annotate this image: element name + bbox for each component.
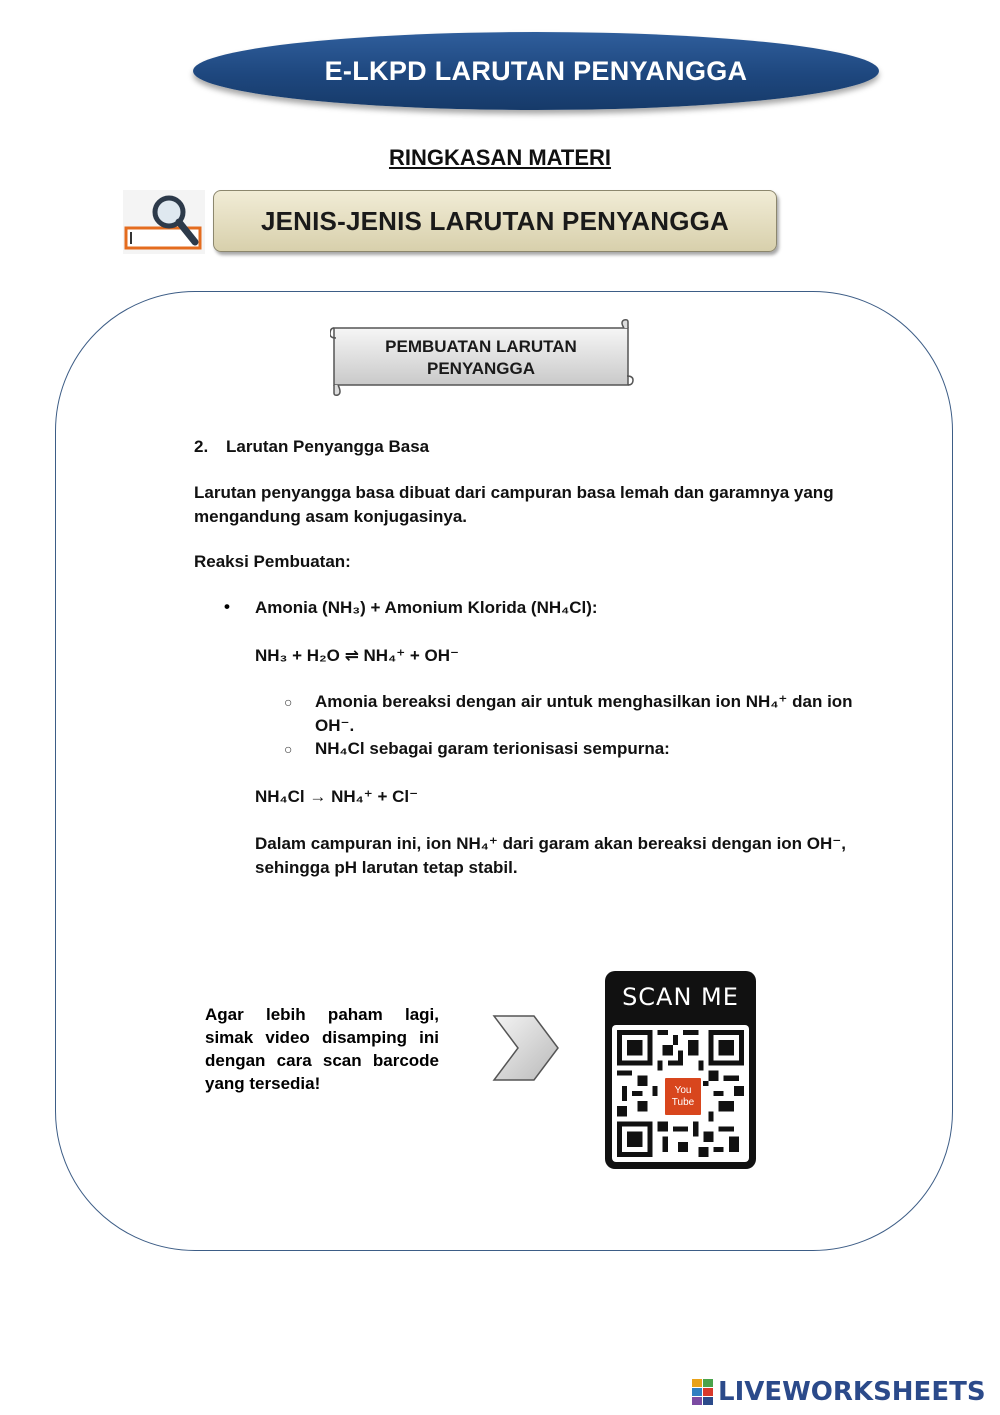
magnifier-icon: [123, 190, 205, 254]
topic-title-box: [213, 190, 777, 252]
banner-title: E-LKPD LARUTAN PENYANGGA: [324, 55, 748, 86]
scroll-label-line1: PEMBUATAN LARUTAN: [385, 337, 577, 356]
circle-bullet-icon: ○: [284, 741, 293, 757]
bullet-dot-icon: •: [224, 597, 230, 616]
youtube-icon[interactable]: [663, 1076, 703, 1117]
sub-point-2: NH₄Cl sebagai garam terionisasi sempurna:: [315, 739, 670, 758]
content-panel: [55, 291, 953, 1251]
bullet-item: Amonia (NH₃) + Amonium Klorida (NH₄Cl):: [255, 598, 598, 617]
heading-number: 2.: [194, 437, 209, 456]
heading-text: Larutan Penyangga Basa: [226, 437, 430, 456]
intro-paragraph: Larutan penyangga basa dibuat dari campuran basa lemah dan garamnya yang mengandung asam konjugasinya.: [194, 483, 834, 526]
subsection-heading: [194, 435, 429, 459]
chevron-right-icon: [490, 1012, 562, 1084]
youtube-badge-tube: Tube: [671, 1096, 695, 1108]
reaksi-label: Reaksi Pembuatan:: [194, 552, 351, 571]
liveworksheets-logo-icon: [692, 1379, 714, 1405]
sub-point-1: Amonia bereaksi dengan air untuk menghasilkan ion NH₄⁺ dan ion OH⁻.: [315, 692, 853, 735]
scroll-label: [345, 336, 617, 380]
footer-logo[interactable]: [692, 1376, 992, 1408]
brand-name: LIVEWORKSHEETS: [718, 1377, 986, 1407]
equation-salt: NH₄Cl → NH₄⁺ + Cl⁻: [255, 787, 419, 806]
closing-paragraph: Dalam campuran ini, ion NH₄⁺ dari garam akan bereaksi dengan ion OH⁻, sehingga pH larutan tetap stabil.: [255, 834, 846, 877]
scan-me-label: SCAN ME: [622, 983, 739, 1011]
equation-ionization: NH₃ + H₂O ⇌ NH₄⁺ + OH⁻: [255, 646, 460, 665]
circle-bullet-icon: ○: [284, 694, 293, 710]
topic-title: JENIS-JENIS LARUTAN PENYANGGA: [260, 205, 730, 236]
section-title: RINGKASAN MATERI: [388, 145, 612, 170]
youtube-badge-you: You: [674, 1084, 692, 1096]
scroll-label-line2: PENYANGGA: [426, 359, 535, 378]
video-prompt: Agar lebih paham lagi, simak video disamping ini dengan cara scan barcode yang tersedia!: [205, 1005, 439, 1093]
header-banner: [193, 32, 879, 110]
